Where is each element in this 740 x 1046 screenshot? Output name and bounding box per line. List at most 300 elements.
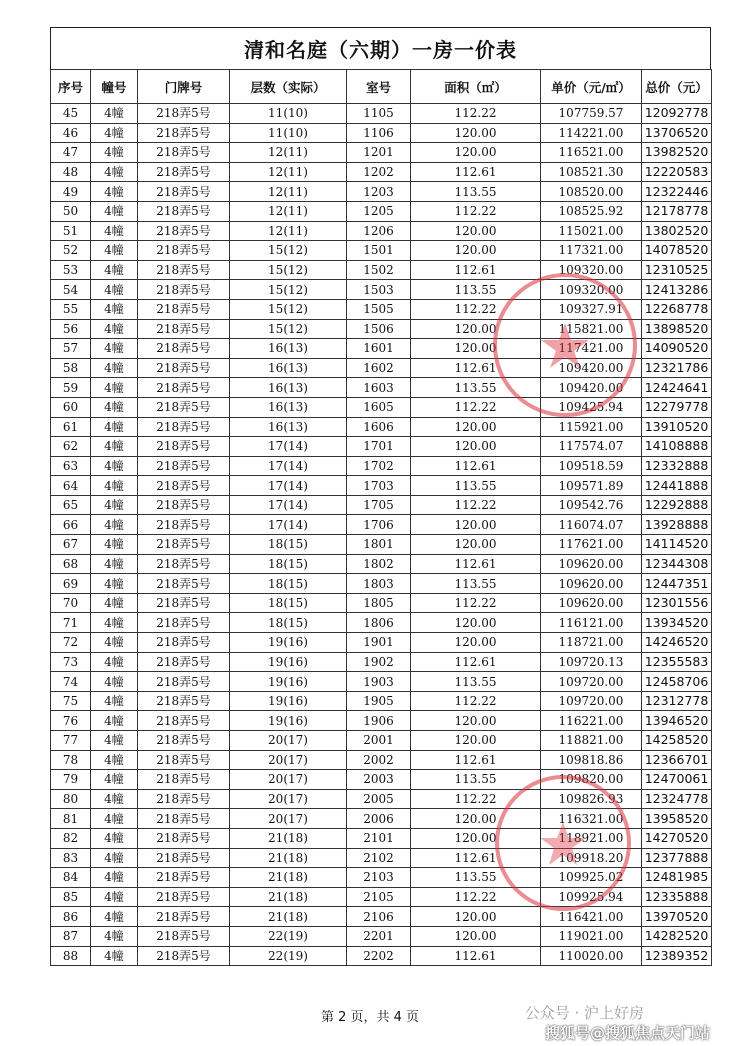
- cell-building: 4幢: [91, 397, 138, 417]
- cell-unit-price: 109518.59: [541, 456, 642, 476]
- table-row: [51, 437, 712, 457]
- cell-room: 1506: [347, 319, 411, 339]
- cell-area: 113.55: [411, 476, 541, 496]
- table-row: [51, 241, 712, 261]
- cell-index: 69: [51, 574, 91, 594]
- cell-total-price: 14270520: [642, 828, 712, 848]
- table-row: [51, 770, 712, 790]
- cell-unit-price: 117574.07: [541, 437, 642, 457]
- cell-address: 218弄5号: [138, 946, 230, 966]
- cell-address: 218弄5号: [138, 593, 230, 613]
- col-header-unit-price: 单价（元/㎡）: [541, 70, 642, 104]
- cell-index: 65: [51, 495, 91, 515]
- cell-room: 1601: [347, 339, 411, 359]
- watermark-site: 搜狐号@搜狐焦点天门站: [544, 1024, 710, 1042]
- cell-building: 4幢: [91, 789, 138, 809]
- cell-room: 1105: [347, 104, 411, 124]
- cell-unit-price: 109720.00: [541, 691, 642, 711]
- cell-index: 87: [51, 926, 91, 946]
- cell-index: 48: [51, 162, 91, 182]
- cell-room: 1803: [347, 574, 411, 594]
- cell-floor: 20(17): [230, 731, 347, 751]
- cell-building: 4幢: [91, 926, 138, 946]
- cell-address: 218弄5号: [138, 201, 230, 221]
- cell-index: 46: [51, 123, 91, 143]
- cell-building: 4幢: [91, 280, 138, 300]
- cell-area: 112.61: [411, 358, 541, 378]
- cell-area: 120.00: [411, 731, 541, 751]
- cell-total-price: 12178778: [642, 201, 712, 221]
- cell-floor: 16(13): [230, 358, 347, 378]
- cell-total-price: 12322446: [642, 182, 712, 202]
- cell-index: 88: [51, 946, 91, 966]
- cell-building: 4幢: [91, 828, 138, 848]
- table-row: [51, 691, 712, 711]
- cell-building: 4幢: [91, 848, 138, 868]
- cell-room: 1106: [347, 123, 411, 143]
- table-header-row: [51, 70, 712, 104]
- cell-area: 120.00: [411, 907, 541, 927]
- cell-building: 4幢: [91, 613, 138, 633]
- table-row: [51, 593, 712, 613]
- cell-address: 218弄5号: [138, 828, 230, 848]
- cell-floor: 21(18): [230, 868, 347, 888]
- cell-unit-price: 117621.00: [541, 535, 642, 555]
- table-row: [51, 515, 712, 535]
- cell-area: 112.61: [411, 652, 541, 672]
- cell-unit-price: 115021.00: [541, 221, 642, 241]
- col-header-room: 室号: [347, 70, 411, 104]
- cell-unit-price: 115921.00: [541, 417, 642, 437]
- cell-building: 4幢: [91, 946, 138, 966]
- cell-unit-price: 118921.00: [541, 828, 642, 848]
- cell-floor: 15(12): [230, 260, 347, 280]
- cell-room: 1606: [347, 417, 411, 437]
- table-row: [51, 887, 712, 907]
- cell-total-price: 12413286: [642, 280, 712, 300]
- cell-floor: 17(14): [230, 495, 347, 515]
- cell-unit-price: 107759.57: [541, 104, 642, 124]
- cell-address: 218弄5号: [138, 868, 230, 888]
- cell-building: 4幢: [91, 652, 138, 672]
- cell-floor: 17(14): [230, 476, 347, 496]
- cell-area: 120.00: [411, 123, 541, 143]
- table-row: [51, 946, 712, 966]
- cell-address: 218弄5号: [138, 535, 230, 555]
- cell-floor: 12(11): [230, 182, 347, 202]
- cell-total-price: 12312778: [642, 691, 712, 711]
- cell-floor: 19(16): [230, 652, 347, 672]
- cell-address: 218弄5号: [138, 437, 230, 457]
- cell-area: 112.22: [411, 593, 541, 613]
- cell-building: 4幢: [91, 770, 138, 790]
- cell-address: 218弄5号: [138, 299, 230, 319]
- cell-area: 113.55: [411, 868, 541, 888]
- cell-address: 218弄5号: [138, 613, 230, 633]
- cell-area: 112.22: [411, 201, 541, 221]
- watermark-account: 公众号 · 沪上好房: [524, 1004, 644, 1022]
- cell-area: 112.61: [411, 554, 541, 574]
- cell-area: 120.00: [411, 809, 541, 829]
- cell-address: 218弄5号: [138, 162, 230, 182]
- cell-unit-price: 109320.00: [541, 280, 642, 300]
- cell-room: 1905: [347, 691, 411, 711]
- cell-address: 218弄5号: [138, 221, 230, 241]
- cell-unit-price: 116121.00: [541, 613, 642, 633]
- cell-room: 1901: [347, 633, 411, 653]
- cell-floor: 18(15): [230, 535, 347, 555]
- cell-area: 120.00: [411, 711, 541, 731]
- cell-room: 2005: [347, 789, 411, 809]
- cell-floor: 16(13): [230, 339, 347, 359]
- cell-floor: 16(13): [230, 417, 347, 437]
- cell-area: 112.61: [411, 848, 541, 868]
- cell-total-price: 12470061: [642, 770, 712, 790]
- cell-area: 120.00: [411, 515, 541, 535]
- table-row: [51, 201, 712, 221]
- cell-building: 4幢: [91, 339, 138, 359]
- cell-area: 112.22: [411, 789, 541, 809]
- cell-unit-price: 109542.76: [541, 495, 642, 515]
- cell-total-price: 12458706: [642, 672, 712, 692]
- cell-area: 113.55: [411, 574, 541, 594]
- cell-total-price: 14078520: [642, 241, 712, 261]
- cell-floor: 15(12): [230, 299, 347, 319]
- page-footer: 第 2 页，共 4 页: [320, 1010, 420, 1025]
- cell-address: 218弄5号: [138, 848, 230, 868]
- cell-building: 4幢: [91, 123, 138, 143]
- cell-floor: 19(16): [230, 711, 347, 731]
- cell-total-price: 12389352: [642, 946, 712, 966]
- cell-total-price: 13910520: [642, 417, 712, 437]
- cell-address: 218弄5号: [138, 476, 230, 496]
- table-row: [51, 652, 712, 672]
- table-row: [51, 456, 712, 476]
- cell-building: 4幢: [91, 319, 138, 339]
- cell-index: 57: [51, 339, 91, 359]
- cell-building: 4幢: [91, 750, 138, 770]
- cell-index: 67: [51, 535, 91, 555]
- cell-total-price: 12447351: [642, 574, 712, 594]
- cell-index: 63: [51, 456, 91, 476]
- cell-area: 120.00: [411, 221, 541, 241]
- cell-address: 218弄5号: [138, 633, 230, 653]
- table-row: [51, 613, 712, 633]
- table-row: [51, 339, 712, 359]
- cell-address: 218弄5号: [138, 378, 230, 398]
- cell-unit-price: 109918.20: [541, 848, 642, 868]
- cell-address: 218弄5号: [138, 691, 230, 711]
- cell-area: 112.22: [411, 495, 541, 515]
- cell-room: 1501: [347, 241, 411, 261]
- cell-room: 1203: [347, 182, 411, 202]
- cell-room: 2003: [347, 770, 411, 790]
- cell-index: 76: [51, 711, 91, 731]
- cell-total-price: 13802520: [642, 221, 712, 241]
- cell-room: 1805: [347, 593, 411, 613]
- cell-building: 4幢: [91, 456, 138, 476]
- cell-unit-price: 108525.92: [541, 201, 642, 221]
- cell-room: 1801: [347, 535, 411, 555]
- cell-index: 71: [51, 613, 91, 633]
- page-title: 清和名庭（六期）一房一价表: [50, 27, 711, 69]
- cell-address: 218弄5号: [138, 417, 230, 437]
- cell-floor: 21(18): [230, 848, 347, 868]
- cell-floor: 12(11): [230, 221, 347, 241]
- cell-floor: 16(13): [230, 378, 347, 398]
- cell-total-price: 12424641: [642, 378, 712, 398]
- table-row: [51, 358, 712, 378]
- cell-room: 2101: [347, 828, 411, 848]
- cell-floor: 18(15): [230, 554, 347, 574]
- cell-floor: 18(15): [230, 574, 347, 594]
- table-body: [51, 104, 712, 966]
- cell-index: 51: [51, 221, 91, 241]
- cell-index: 81: [51, 809, 91, 829]
- cell-unit-price: 117421.00: [541, 339, 642, 359]
- cell-total-price: 14246520: [642, 633, 712, 653]
- cell-room: 2006: [347, 809, 411, 829]
- cell-building: 4幢: [91, 907, 138, 927]
- cell-building: 4幢: [91, 260, 138, 280]
- cell-total-price: 14108888: [642, 437, 712, 457]
- cell-room: 1602: [347, 358, 411, 378]
- price-sheet: [50, 27, 711, 966]
- cell-address: 218弄5号: [138, 750, 230, 770]
- cell-index: 68: [51, 554, 91, 574]
- col-header-building: 幢号: [91, 70, 138, 104]
- cell-address: 218弄5号: [138, 456, 230, 476]
- cell-unit-price: 109826.93: [541, 789, 642, 809]
- table-row: [51, 221, 712, 241]
- cell-address: 218弄5号: [138, 652, 230, 672]
- cell-building: 4幢: [91, 221, 138, 241]
- cell-unit-price: 109720.13: [541, 652, 642, 672]
- cell-area: 113.55: [411, 672, 541, 692]
- cell-building: 4幢: [91, 535, 138, 555]
- cell-room: 1702: [347, 456, 411, 476]
- cell-room: 1206: [347, 221, 411, 241]
- cell-room: 1806: [347, 613, 411, 633]
- cell-address: 218弄5号: [138, 731, 230, 751]
- cell-total-price: 13946520: [642, 711, 712, 731]
- cell-index: 78: [51, 750, 91, 770]
- cell-total-price: 12481985: [642, 868, 712, 888]
- cell-room: 1202: [347, 162, 411, 182]
- cell-area: 120.00: [411, 241, 541, 261]
- table-row: [51, 104, 712, 124]
- cell-index: 53: [51, 260, 91, 280]
- cell-unit-price: 109425.94: [541, 397, 642, 417]
- cell-total-price: 12268778: [642, 299, 712, 319]
- cell-room: 1603: [347, 378, 411, 398]
- cell-room: 2105: [347, 887, 411, 907]
- table-row: [51, 123, 712, 143]
- cell-total-price: 13982520: [642, 143, 712, 163]
- cell-unit-price: 109420.00: [541, 358, 642, 378]
- cell-total-price: 12292888: [642, 495, 712, 515]
- cell-building: 4幢: [91, 162, 138, 182]
- cell-unit-price: 109620.00: [541, 574, 642, 594]
- cell-area: 112.61: [411, 946, 541, 966]
- cell-total-price: 12335888: [642, 887, 712, 907]
- cell-index: 49: [51, 182, 91, 202]
- cell-area: 112.22: [411, 691, 541, 711]
- cell-floor: 18(15): [230, 613, 347, 633]
- cell-room: 1503: [347, 280, 411, 300]
- cell-room: 1205: [347, 201, 411, 221]
- cell-index: 84: [51, 868, 91, 888]
- cell-index: 45: [51, 104, 91, 124]
- cell-area: 112.22: [411, 397, 541, 417]
- cell-area: 113.55: [411, 182, 541, 202]
- cell-total-price: 12310525: [642, 260, 712, 280]
- cell-area: 120.00: [411, 828, 541, 848]
- cell-index: 77: [51, 731, 91, 751]
- cell-index: 72: [51, 633, 91, 653]
- table-row: [51, 299, 712, 319]
- cell-index: 79: [51, 770, 91, 790]
- cell-area: 120.00: [411, 926, 541, 946]
- cell-index: 80: [51, 789, 91, 809]
- cell-floor: 12(11): [230, 162, 347, 182]
- table-row: [51, 711, 712, 731]
- cell-floor: 21(18): [230, 887, 347, 907]
- cell-total-price: 12344308: [642, 554, 712, 574]
- cell-building: 4幢: [91, 241, 138, 261]
- cell-building: 4幢: [91, 672, 138, 692]
- cell-building: 4幢: [91, 104, 138, 124]
- cell-area: 112.61: [411, 750, 541, 770]
- table-row: [51, 750, 712, 770]
- cell-floor: 19(16): [230, 691, 347, 711]
- cell-area: 113.55: [411, 378, 541, 398]
- col-header-index: 序号: [51, 70, 91, 104]
- cell-address: 218弄5号: [138, 260, 230, 280]
- cell-area: 120.00: [411, 319, 541, 339]
- cell-unit-price: 109925.94: [541, 887, 642, 907]
- cell-index: 85: [51, 887, 91, 907]
- cell-index: 55: [51, 299, 91, 319]
- cell-unit-price: 109420.00: [541, 378, 642, 398]
- cell-room: 1201: [347, 143, 411, 163]
- cell-building: 4幢: [91, 476, 138, 496]
- cell-index: 83: [51, 848, 91, 868]
- cell-total-price: 14090520: [642, 339, 712, 359]
- cell-unit-price: 118821.00: [541, 731, 642, 751]
- col-header-total-price: 总价（元）: [642, 70, 712, 104]
- cell-total-price: 13706520: [642, 123, 712, 143]
- cell-unit-price: 108520.00: [541, 182, 642, 202]
- cell-floor: 15(12): [230, 280, 347, 300]
- cell-room: 1703: [347, 476, 411, 496]
- cell-building: 4幢: [91, 299, 138, 319]
- cell-total-price: 12092778: [642, 104, 712, 124]
- cell-floor: 15(12): [230, 241, 347, 261]
- table-row: [51, 907, 712, 927]
- col-header-address: 门牌号: [138, 70, 230, 104]
- cell-index: 60: [51, 397, 91, 417]
- cell-floor: 17(14): [230, 456, 347, 476]
- cell-address: 218弄5号: [138, 887, 230, 907]
- cell-area: 120.00: [411, 339, 541, 359]
- table-row: [51, 495, 712, 515]
- cell-total-price: 14114520: [642, 535, 712, 555]
- cell-building: 4幢: [91, 887, 138, 907]
- cell-address: 218弄5号: [138, 241, 230, 261]
- table-row: [51, 633, 712, 653]
- table-row: [51, 554, 712, 574]
- cell-room: 2102: [347, 848, 411, 868]
- table-row: [51, 848, 712, 868]
- table-row: [51, 397, 712, 417]
- cell-index: 59: [51, 378, 91, 398]
- cell-floor: 18(15): [230, 593, 347, 613]
- cell-address: 218弄5号: [138, 907, 230, 927]
- cell-building: 4幢: [91, 554, 138, 574]
- cell-building: 4幢: [91, 182, 138, 202]
- cell-unit-price: 109720.00: [541, 672, 642, 692]
- cell-room: 1605: [347, 397, 411, 417]
- price-table: [50, 69, 712, 966]
- cell-index: 82: [51, 828, 91, 848]
- cell-building: 4幢: [91, 495, 138, 515]
- cell-building: 4幢: [91, 691, 138, 711]
- cell-area: 113.55: [411, 280, 541, 300]
- cell-area: 120.00: [411, 633, 541, 653]
- cell-address: 218弄5号: [138, 809, 230, 829]
- cell-floor: 20(17): [230, 809, 347, 829]
- cell-total-price: 12301556: [642, 593, 712, 613]
- cell-floor: 20(17): [230, 770, 347, 790]
- cell-unit-price: 109818.86: [541, 750, 642, 770]
- table-row: [51, 828, 712, 848]
- table-row: [51, 280, 712, 300]
- cell-area: 113.55: [411, 770, 541, 790]
- cell-index: 86: [51, 907, 91, 927]
- cell-total-price: 12366701: [642, 750, 712, 770]
- cell-address: 218弄5号: [138, 574, 230, 594]
- cell-index: 56: [51, 319, 91, 339]
- cell-index: 73: [51, 652, 91, 672]
- table-row: [51, 417, 712, 437]
- cell-floor: 11(10): [230, 104, 347, 124]
- cell-unit-price: 115821.00: [541, 319, 642, 339]
- cell-total-price: 12441888: [642, 476, 712, 496]
- table-row: [51, 574, 712, 594]
- cell-total-price: 13898520: [642, 319, 712, 339]
- cell-room: 1505: [347, 299, 411, 319]
- table-row: [51, 789, 712, 809]
- cell-address: 218弄5号: [138, 397, 230, 417]
- cell-total-price: 14258520: [642, 731, 712, 751]
- cell-unit-price: 118721.00: [541, 633, 642, 653]
- cell-address: 218弄5号: [138, 182, 230, 202]
- cell-floor: 20(17): [230, 789, 347, 809]
- cell-building: 4幢: [91, 809, 138, 829]
- cell-unit-price: 116074.07: [541, 515, 642, 535]
- cell-room: 2106: [347, 907, 411, 927]
- cell-index: 61: [51, 417, 91, 437]
- cell-room: 2002: [347, 750, 411, 770]
- table-row: [51, 143, 712, 163]
- cell-unit-price: 109571.89: [541, 476, 642, 496]
- cell-room: 1706: [347, 515, 411, 535]
- cell-building: 4幢: [91, 143, 138, 163]
- cell-room: 2202: [347, 946, 411, 966]
- cell-total-price: 13928888: [642, 515, 712, 535]
- cell-building: 4幢: [91, 574, 138, 594]
